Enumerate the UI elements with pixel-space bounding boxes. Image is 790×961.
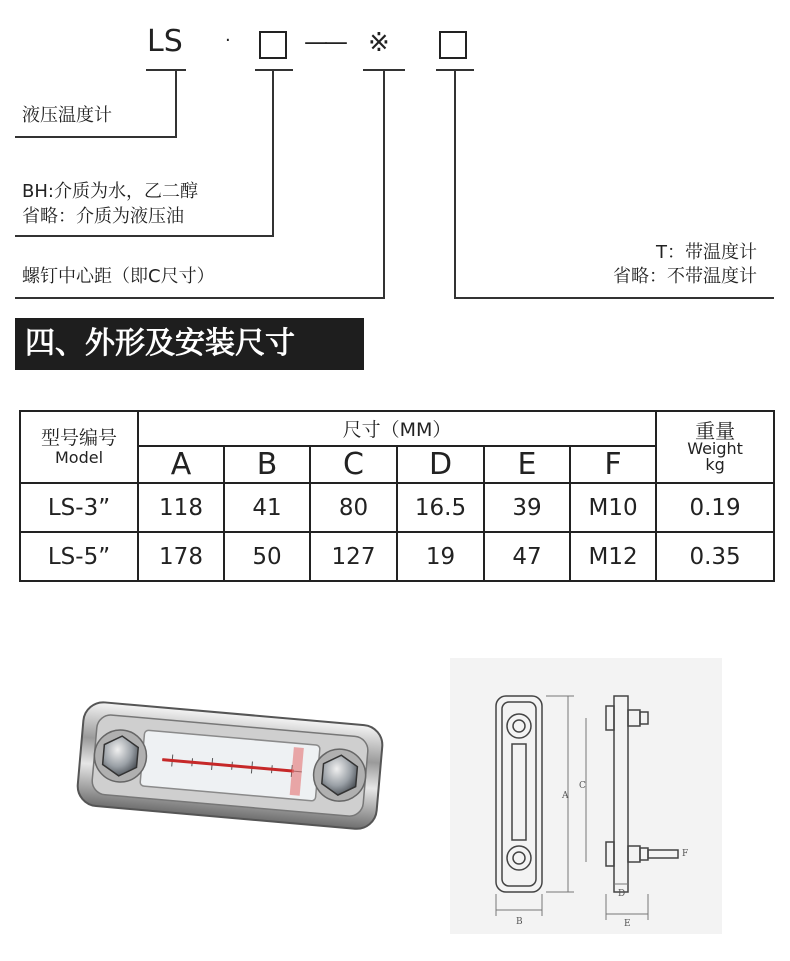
cell-d: 16.5: [397, 483, 484, 532]
cell-weight: 0.35: [656, 532, 774, 581]
cell-model: LS-3”: [20, 483, 138, 532]
spec-table: [19, 410, 775, 582]
label-center-distance: 螺钉中心距（即C尺寸）: [22, 266, 215, 287]
cell-a: 178: [138, 532, 224, 581]
header-model: [20, 411, 138, 483]
leader-temp-v: [454, 69, 456, 298]
table-row: [20, 483, 774, 532]
level-gauge-illustration: [22, 640, 402, 890]
cell-e: 47: [484, 532, 570, 581]
dimension-drawing: [450, 658, 722, 934]
cell-model: LS-5”: [20, 532, 138, 581]
header-weight-unit: kg: [705, 455, 725, 474]
column-header-f: F: [570, 446, 656, 483]
dim-label-f: F: [682, 849, 689, 859]
header-weight: [656, 411, 774, 483]
cell-b: 50: [224, 532, 310, 581]
code-symbol: ※: [368, 28, 390, 58]
header-dimensions: 尺寸（MM）: [138, 411, 656, 446]
leader-prefix-v: [175, 69, 177, 137]
technical-drawing: [450, 658, 722, 934]
cell-c: 127: [310, 532, 397, 581]
dim-label-c: C: [579, 781, 586, 791]
underline-medium: [255, 69, 293, 71]
header-weight-en: Weight: [687, 439, 743, 458]
code-box-medium: [259, 31, 287, 59]
label-temp-line1: T：带温度计: [656, 242, 757, 263]
product-photo: [22, 640, 402, 890]
underline-prefix: [146, 69, 186, 71]
column-header-b: B: [224, 446, 310, 483]
leader-temp-h: [454, 297, 774, 299]
label-bh-line2: 省略：介质为液压油: [22, 206, 184, 227]
cell-a: 118: [138, 483, 224, 532]
leader-prefix-h: [15, 136, 177, 138]
code-box-temp: [439, 31, 467, 59]
dim-label-e: E: [624, 919, 631, 929]
leader-symbol-v: [383, 69, 385, 298]
cell-c: 80: [310, 483, 397, 532]
cell-e: 39: [484, 483, 570, 532]
header-model-en: Model: [54, 448, 104, 467]
cell-d: 19: [397, 532, 484, 581]
label-temp-line2: 省略：不带温度计: [613, 266, 757, 287]
code-dash: ——: [304, 28, 344, 56]
dim-label-b: B: [516, 917, 523, 927]
section-title: 四、外形及安装尺寸: [15, 318, 364, 370]
cell-b: 41: [224, 483, 310, 532]
code-prefix: LS: [147, 24, 183, 59]
leader-medium-v: [272, 69, 274, 236]
column-header-d: D: [397, 446, 484, 483]
cell-f: M10: [570, 483, 656, 532]
leader-medium-h: [15, 235, 274, 237]
column-header-a: A: [138, 446, 224, 483]
header-model-zh: 型号编号: [40, 427, 117, 449]
cell-f: M12: [570, 532, 656, 581]
dim-label-d: D: [618, 889, 626, 899]
column-header-e: E: [484, 446, 570, 483]
header-weight-zh: 重量: [695, 419, 736, 443]
cell-weight: 0.19: [656, 483, 774, 532]
column-header-c: C: [310, 446, 397, 483]
label-bh-line1: BH:介质为水，乙二醇: [22, 181, 198, 202]
code-dot: ·: [225, 30, 231, 51]
leader-symbol-h: [15, 297, 385, 299]
label-medium-type: 液压温度计: [22, 105, 112, 126]
dim-label-a: A: [562, 791, 569, 801]
table-row: [20, 532, 774, 581]
